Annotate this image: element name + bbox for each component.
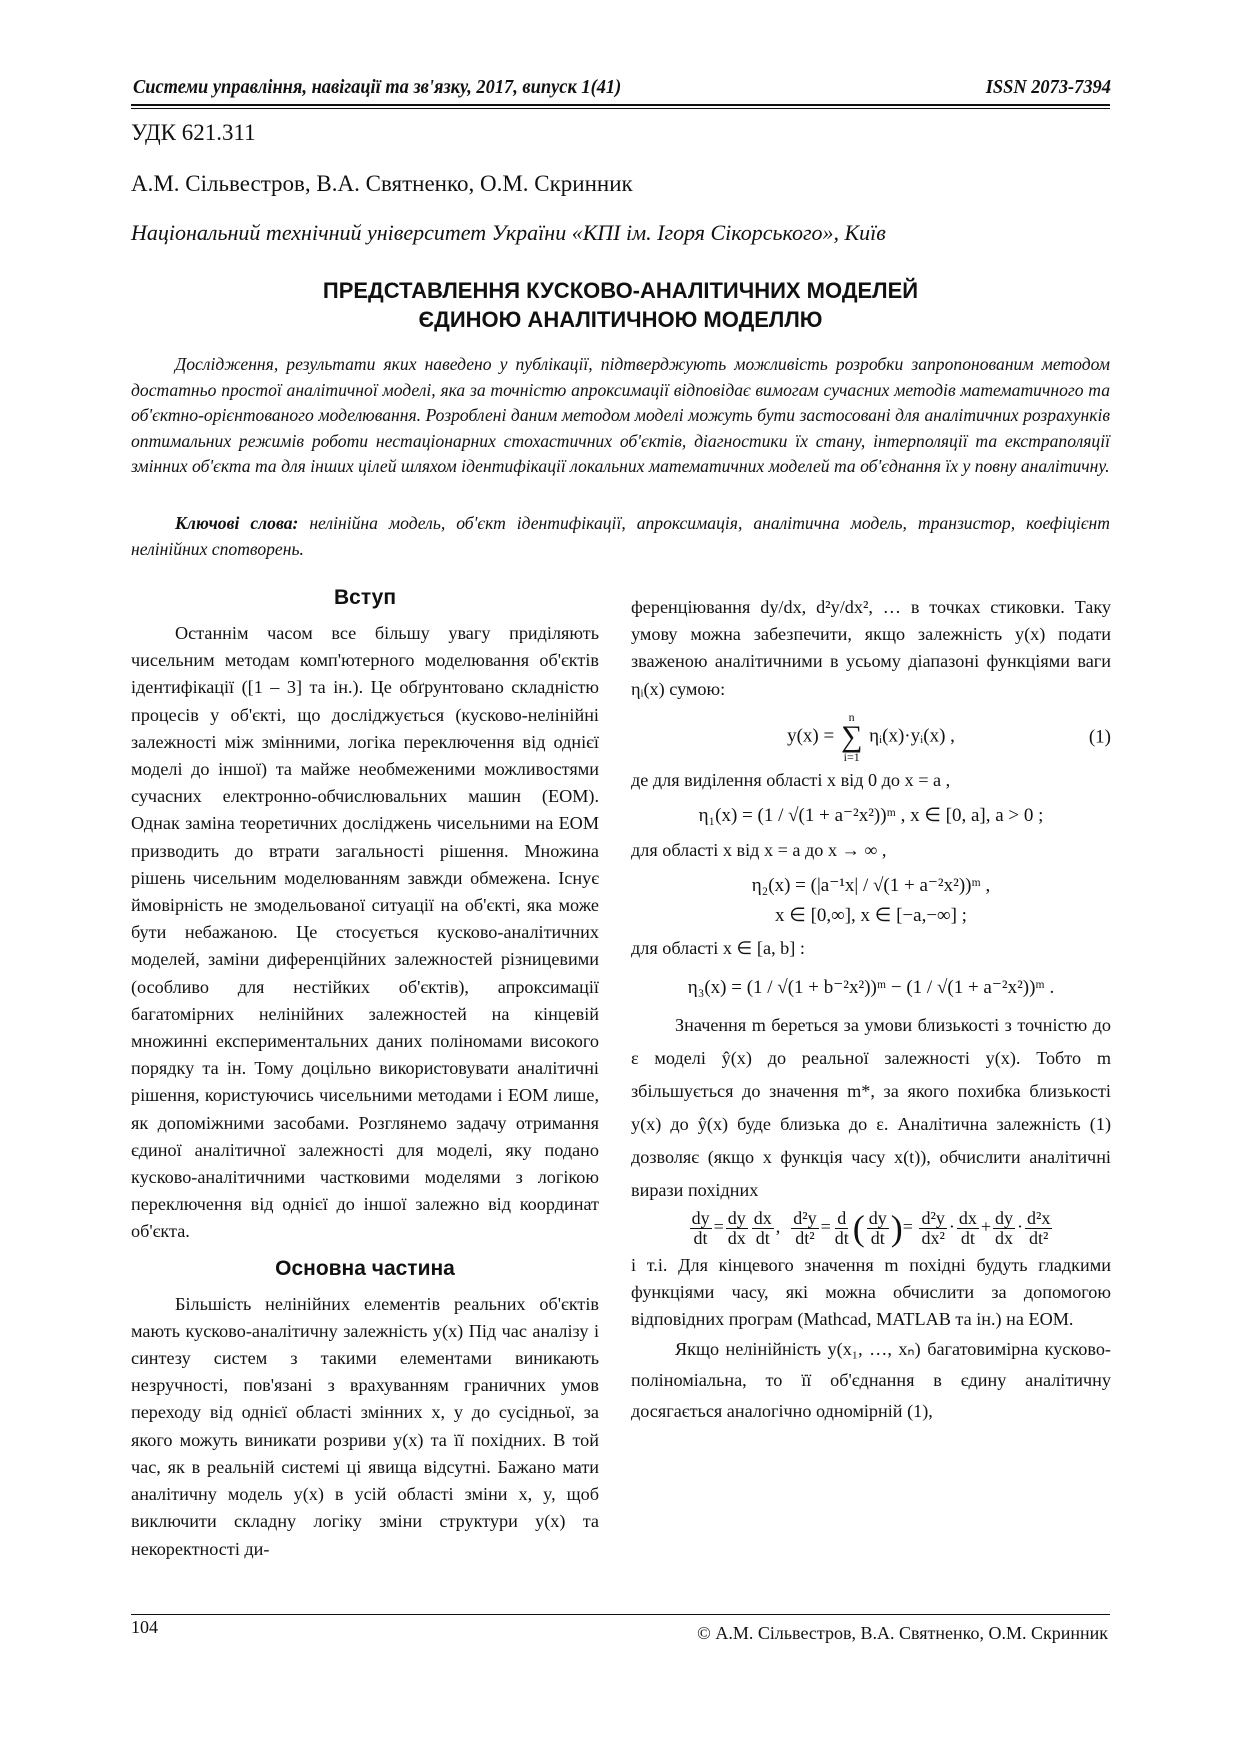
equation-eta2: η₂(x) = (|a⁻¹x| / √(1 + a⁻²x²))ᵐ , bbox=[751, 875, 991, 897]
fraction: $\frac{dx}{dt}$ bbox=[958, 1208, 977, 1249]
right-paragraph-1 bbox=[631, 594, 1111, 703]
region-1-text: де для виділення області x від 0 до x = a , bbox=[631, 769, 951, 790]
copyright: © А.М. Сільвестров, В.А. Святненко, О.М. Скринник bbox=[697, 1623, 1108, 1643]
equation-number: (1) bbox=[1088, 726, 1111, 748]
eq1-lhs: y(x) = bbox=[787, 725, 835, 747]
fraction: $\frac{dy}{dt}$ bbox=[868, 1208, 887, 1249]
summation-icon: n ∑ i=1 bbox=[840, 709, 863, 764]
authors: А.М. Сільвестров, В.А. Святненко, О.М. Скринник bbox=[131, 171, 633, 196]
right-paragraph-3: і т.і. Для кінцевого значення m похідні будуть гладкими функціями часу, які можна обчислити за допомогою відповідних програм (Mathcad, MATLAB та ін.) на ЕОМ. bbox=[631, 1255, 1111, 1330]
equation-1 bbox=[631, 711, 1111, 763]
sum-upper-limit: n bbox=[848, 709, 855, 724]
intro-paragraph: Останнім часом все більшу увагу приділяють чисельним методам комп'ютерного моделювання об'єктів ідентифікації ([1 – 3] та ін.). Це обґрунтовано складністю процесів у об'єкті, що досліджується (кусково-нелінійні залежності між змінними, логіка переключення від однієї моделі до іншої) та майже необмеженими можливостями сучасних електронно-обчислювальних машин (ЕОМ). Однак заміна теоретичних досліджень чисельними на ЕОМ призводить до втрати загальності рішення. Множина рішень чисельним моделюванням завжди обмежена. Існує ймовірність не змодельованої ситуації на об'єкті, яка може бути небажаною. Це стосується кусково-аналітичних моделей, заміни диференційних залежностей різницевими (особливо для нестійких об'єктів), апроксимації багатомірних нелінійних залежностей на кінцевій множинні експериментальних даних поліномами високого порядку та ін. Тому доцільно використовувати аналітичні рішення, користуючись чисельними методами і ЕОМ лише, як допоміжними засобами. Розглянемо задачу отримання єдиної аналітичної залежності для моделі, яку подано кусково-аналітичними частковими моделями з логікою переключення від однієї до іншої залежно від координат об'єкта. bbox=[131, 623, 599, 1242]
journal-title: Системи управління, навігації та зв'язку, 2017, випуск 1(41) bbox=[133, 76, 622, 98]
section-heading-main: Основна частина bbox=[275, 1256, 455, 1280]
right-paragraph-2: Значення m береться за умови близькості з точністю до ε моделі ŷ(x) до реальної залежності y(x). Тобто m збільшується до значення m*, за якого похибка близькості y(x) до ŷ(x) буде близька до ε. Аналітична залежність (1) дозволяє (якщо x функція часу x(t)), обчислити аналітичні вирази похідних bbox=[631, 1015, 1111, 1201]
fraction: $\frac{dy}{dx}$ bbox=[995, 1208, 1014, 1249]
issn: ISSN 2073-7394 bbox=[985, 76, 1111, 98]
left-column bbox=[131, 585, 599, 1563]
region-2-text: для області x від x = a до x → ∞ , bbox=[631, 840, 887, 861]
title-line-1: ПРЕДСТАВЛЕННЯ КУСКОВО-АНАЛІТИЧНИХ МОДЕЛЕЙ bbox=[322, 278, 919, 303]
equation-eta3: η₃(x) = (1 / √(1 + b⁻²x²))ᵐ − (1 / √(1 + a⁻²x²))ᵐ . bbox=[687, 977, 1055, 999]
paper-title bbox=[131, 276, 1110, 334]
math-dy-dx: dy/dx bbox=[760, 597, 802, 617]
fraction: $\frac{\text{d²y}}{\text{dx²}}$ bbox=[921, 1208, 945, 1249]
fraction: $\frac{\text{d²y}}{\text{dt²}}$ bbox=[793, 1208, 817, 1249]
affiliation: Національний технічний університет України «КПІ ім. Ігоря Сікорського», Київ bbox=[131, 220, 886, 245]
math-d2y-dx2: d²y/dx² bbox=[816, 597, 869, 617]
abstract: Дослідження, результати яких наведено у публікації, підтверджують можливість розробки запропонованим методом достатньо простої аналітичної моделі, яка за точністю апроксимації відповідає вимогам сучасних методів математичного та об'єктно-орієнтованого моделювання. Розроблені даним методом моделі можуть бути застосовані для аналітичних розрахунків оптимальних режимів роботи нестаціонарних стохастичних об'єктів, діагностики їх стану, інтерполяції та екстраполяції змінних об'єкта та для інших цілей шляхом ідентифікації локальних математичних моделей та об'єднання їх у повну аналітичну. bbox=[131, 354, 1110, 477]
fraction: $\frac{\text{d²x}}{\text{dt²}}$ bbox=[1027, 1208, 1051, 1249]
udk-code: УДК 621.311 bbox=[131, 120, 256, 145]
right-column bbox=[631, 594, 1111, 1427]
footer-rule bbox=[131, 1614, 1110, 1615]
keywords-label: Ключові слова: bbox=[175, 513, 299, 533]
fraction: $\frac{dx}{dt}$ bbox=[753, 1208, 772, 1249]
running-header bbox=[133, 76, 1111, 99]
equation-eta1: η₁(x) = (1 / √(1 + a⁻²x²))ᵐ , x ∈ [0, a], a > 0 ; bbox=[698, 805, 1044, 827]
region-3-text: для області x ∈ [a, b] : bbox=[631, 937, 805, 958]
section-heading-intro: Вступ bbox=[333, 586, 396, 609]
keywords bbox=[131, 511, 1110, 562]
fraction: $\frac{d}{dt}$ bbox=[834, 1208, 849, 1249]
title-line-2: ЄДИНОЮ АНАЛІТИЧНОЮ МОДЕЛЛЮ bbox=[418, 307, 823, 332]
text-run: ференціювання bbox=[631, 597, 761, 617]
equation-eta2-domain: x ∈ [0,∞], x ∈ [−a,−∞] ; bbox=[775, 904, 967, 926]
page-number: 104 bbox=[131, 1617, 158, 1637]
equation-derivatives: $\frac{dy}{dt}$ = $\frac{dy}{dx}$ $\frac{dx}{dt}$ , $\frac{\text{d²y}}{\text{dt²}}$ = $\frac{d}{dt}$ ( $\frac{dy}{dt}$ )= $\frac{\text{d²y}}{\text{dx²}}$ · $\frac{dx}{dt}$ + $\frac{dy}{dx}$ · $\frac{\text{d²x}}{\text{dt²}}$ bbox=[691, 1208, 1051, 1249]
fraction: $\frac{dy}{dx}$ bbox=[727, 1208, 746, 1249]
sum-lower-limit: i=1 bbox=[843, 749, 860, 764]
fraction: $\frac{dy}{dt}$ bbox=[691, 1208, 710, 1249]
keywords-text: нелінійна модель, об'єкт ідентифікації, апроксимація, аналітична модель, транзистор, коефіцієнт нелінійних спотворень. bbox=[131, 513, 1110, 559]
eq1-rhs: ηᵢ(x)·yᵢ(x) , bbox=[869, 725, 955, 747]
text-run: , … в точках стиковки. Таку умову можна забезпечити, якщо залежність y(x) подати зваженою аналітичними в усьому діапазоні функціями ваги ηᵢ(x) сумою: bbox=[631, 597, 1111, 699]
header-rule-thin bbox=[131, 108, 1110, 109]
header-rule bbox=[131, 104, 1110, 106]
main-paragraph: Більшість нелінійних елементів реальних об'єктів мають кусково-аналітичну залежність y(x) Під час аналізу і синтезу систем з такими елементами виникають незручності, пов'язані з врахуванням граничних умов переходу від однієї області змінних x, y до сусідньої, за якого можуть виникати розриви y(x) та її похідних. В той час, як в реальній системі ці явища відсутні. Бажано мати аналітичну модель y(x) в усій області зміни x, y, щоб виключити складну логіку зміни структури y(x) та некоректності ди- bbox=[131, 1293, 599, 1559]
text-run: , bbox=[801, 597, 817, 617]
right-paragraph-4: Якщо нелінійність y(x₁, …, xₙ) багатовимірна кусково-поліноміальна, то її об'єднання в єдину аналітичну досягається аналогічно одномірній (1), bbox=[631, 1338, 1111, 1421]
